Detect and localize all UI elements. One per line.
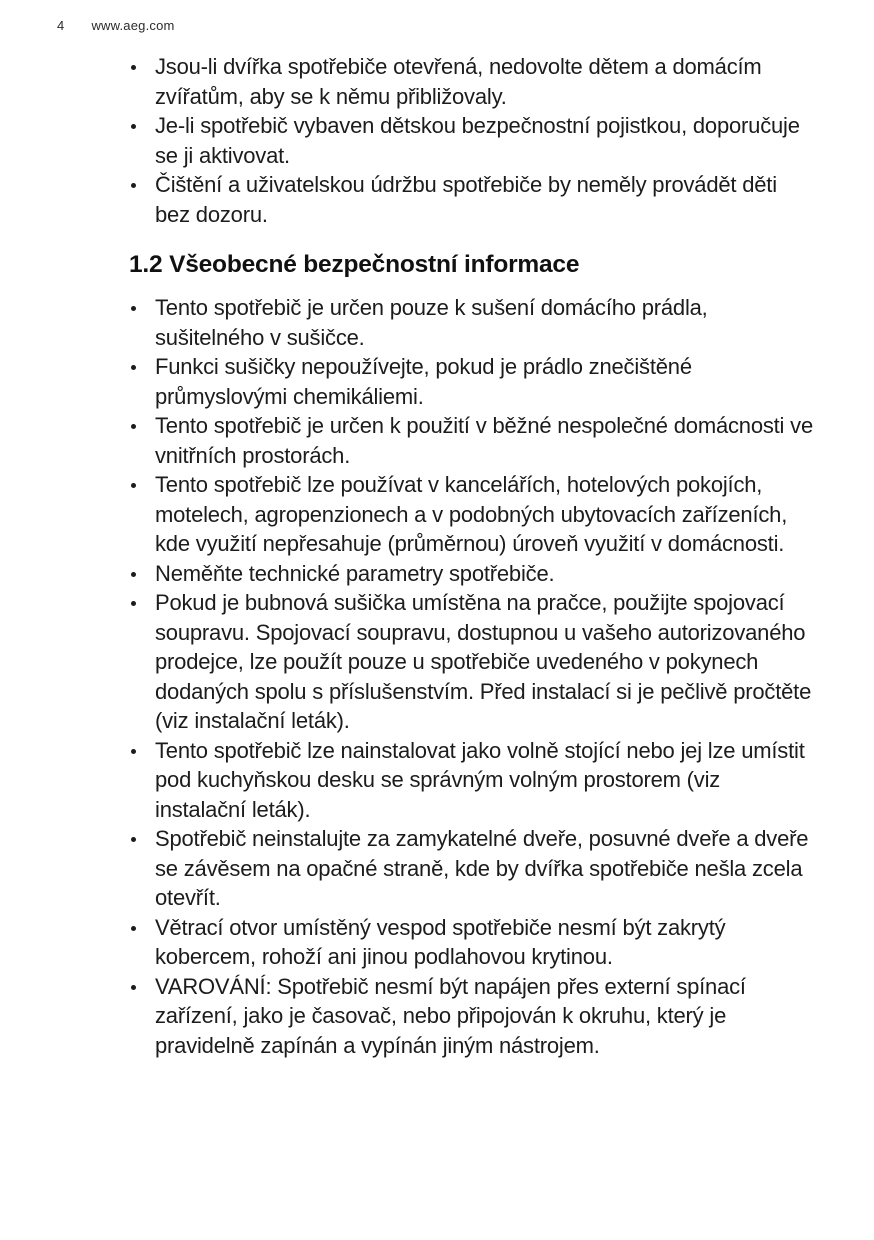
list-item <box>129 588 813 736</box>
list-item <box>129 824 813 913</box>
bullet-dot-icon <box>131 365 136 370</box>
bullet-dot-icon <box>131 601 136 606</box>
child-safety-bullet-list <box>129 52 813 229</box>
list-item <box>129 52 813 111</box>
page-number: 4 <box>57 18 65 33</box>
bullet-dot-icon <box>131 572 136 577</box>
bullet-dot-icon <box>131 837 136 842</box>
general-safety-bullet-list <box>129 293 813 1060</box>
bullet-dot-icon <box>131 483 136 488</box>
site-url: www.aeg.com <box>91 18 175 33</box>
page-header <box>57 18 175 33</box>
list-item-text: Spotřebič neinstalujte za zamykatelné dveře, posuvné dveře a dveře se závěsem na opačné straně, kde by dvířka spotřebiče nešla zcela otevřít. <box>155 826 809 910</box>
bullet-dot-icon <box>131 183 136 188</box>
list-item <box>129 111 813 170</box>
list-item-text: Je-li spotřebič vybaven dětskou bezpečnostní pojistkou, doporučuje se ji aktivovat. <box>155 113 800 168</box>
list-item <box>129 972 813 1061</box>
list-item-text: Čištění a uživatelskou údržbu spotřebiče by neměly provádět děti bez dozoru. <box>155 172 777 227</box>
list-item-text: Tento spotřebič je určen pouze k sušení domácího prádla, sušitelného v sušičce. <box>155 295 708 350</box>
list-item-text: Pokud je bubnová sušička umístěna na pračce, použijte spojovací soupravu. Spojovací soupravu, dostupnou u vašeho autorizovaného prodejce, lze použít pouze u spotřebiče uvedeného v pokynech dodaných spolu s příslušenstvím. Před instalací si je pečlivě pročtěte (viz instalační leták). <box>155 590 812 733</box>
list-item-text: Větrací otvor umístěný vespod spotřebiče nesmí být zakrytý kobercem, rohoží ani jinou podlahovou krytinou. <box>155 914 726 969</box>
bullet-dot-icon <box>131 749 136 754</box>
list-item <box>129 913 813 972</box>
bullet-dot-icon <box>131 985 136 990</box>
bullet-dot-icon <box>131 65 136 70</box>
list-item <box>129 559 813 589</box>
list-item-text: Tento spotřebič lze nainstalovat jako volně stojící nebo jej lze umístit pod kuchyňskou desku se správným volným prostorem (viz instalační leták). <box>155 737 805 822</box>
manual-page-content <box>129 52 813 1060</box>
list-item <box>129 411 813 470</box>
bullet-dot-icon <box>131 424 136 429</box>
list-item-text: VAROVÁNÍ: Spotřebič nesmí být napájen přes externí spínací zařízení, jako je časovač, nebo připojován k okruhu, který je pravidelně zapínán a vypínán jiným nástrojem. <box>155 973 746 1058</box>
bullet-dot-icon <box>131 306 136 311</box>
section-heading: 1.2 Všeobecné bezpečnostní informace <box>129 251 580 278</box>
list-item-text: Jsou-li dvířka spotřebiče otevřená, nedovolte dětem a domácím zvířatům, aby se k němu přibližovaly. <box>155 54 762 109</box>
bullet-dot-icon <box>131 926 136 931</box>
list-item <box>129 470 813 559</box>
list-item <box>129 293 813 352</box>
bullet-dot-icon <box>131 124 136 129</box>
list-item-text: Tento spotřebič lze používat v kancelářích, hotelových pokojích, motelech, agropenzionech a v podobných ubytovacích zařízeních, kde využití nepřesahuje (průměrnou) úroveň využití v domácnosti. <box>155 472 788 556</box>
list-item <box>129 736 813 825</box>
list-item-text: Tento spotřebič je určen k použití v běžné nespolečné domácnosti ve vnitřních prostorách. <box>155 413 813 468</box>
list-item-text: Neměňte technické parametry spotřebiče. <box>155 560 555 586</box>
list-item-text: Funkci sušičky nepoužívejte, pokud je prádlo znečištěné průmyslovými chemikáliemi. <box>155 354 692 409</box>
list-item <box>129 170 813 229</box>
list-item <box>129 352 813 411</box>
